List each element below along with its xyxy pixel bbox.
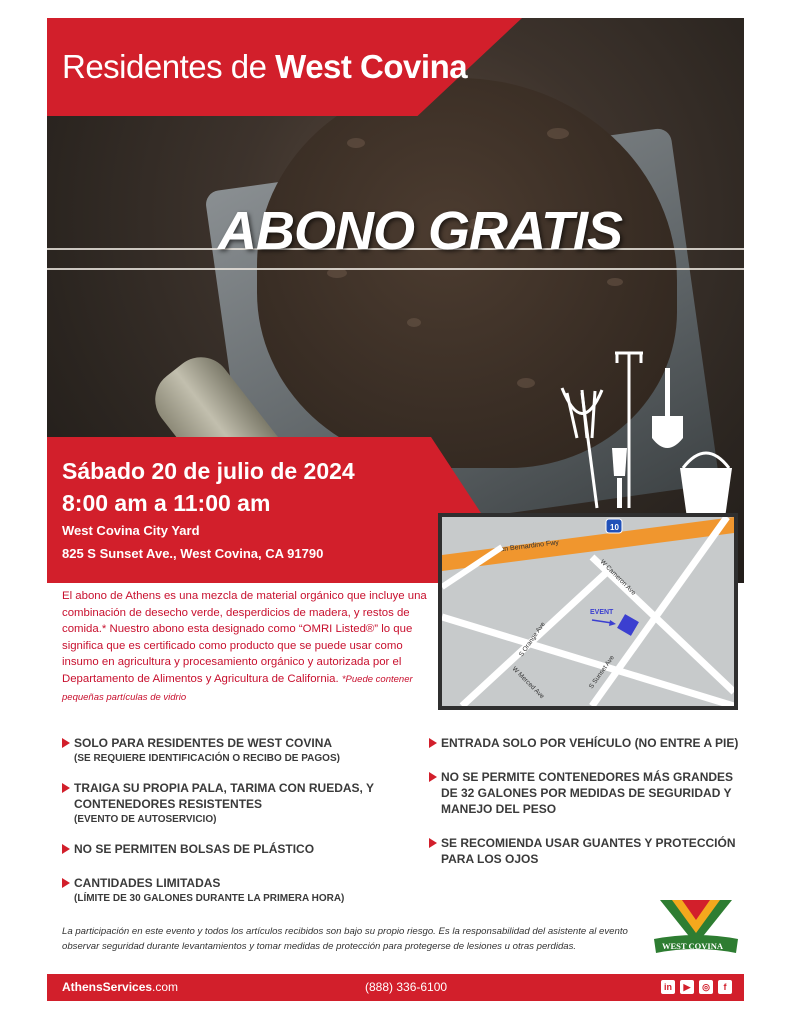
disclaimer: La participación en este evento y todos los artículos recibidos son bajo su propio riesgo. Es la responsabilidad del asistente al evento observar seguridad durante levantamientos y tomar medidas de protección para protegerse de lesiones u otras perdidas. <box>62 926 628 952</box>
interstate-shield: 10 <box>610 523 619 532</box>
website-link[interactable]: AthensServices.com <box>62 980 179 994</box>
list-item: NO SE PERMITE CONTENEDORES MÁS GRANDES DE 32 GALONES POR MEDIDAS DE SEGURIDAD Y MANEJO DEL PESO <box>429 769 739 817</box>
event-label: EVENT <box>590 609 614 616</box>
description-note: *Puede contener pequeñas partículas de vidrio <box>62 673 413 703</box>
description-text: El abono de Athens es una mezcla de material orgánico que incluye una combinación de desecho verde, desperdicios de madera, y restos de comida.* Nuestro abono esta designado como “OMRI Listed®” lo que significa que es certificado como producto que se puede usar como insumo en agricultura y procesamiento orgánico y autorizada por el Departamento de Alimentos y Agricultura de California. <box>62 590 427 685</box>
right-bullet-list <box>429 735 739 881</box>
event-time: 8:00 am a 11:00 am <box>62 490 271 516</box>
event-venue: West Covina City Yard <box>62 523 200 538</box>
title-prefix: Residentes de <box>62 48 276 85</box>
left-bullet-list <box>62 735 402 920</box>
instagram-icon[interactable]: ◎ <box>699 980 713 994</box>
bucket-icon <box>680 453 732 518</box>
logo-text: WEST COVINA <box>662 941 724 951</box>
event-date: Sábado 20 de julio de 2024 <box>62 458 355 484</box>
street-cameron: W Cameron Ave <box>598 558 637 597</box>
freeway-label: San Bernardino Fwy <box>495 539 560 554</box>
headline: ABONO GRATIS <box>218 201 622 261</box>
street-merced: W Merced Ave <box>510 665 546 701</box>
description <box>62 588 432 706</box>
list-item: TRAIGA SU PROPIA PALA, TARIMA CON RUEDAS, Y CONTENEDORES RESISTENTES (EVENTO DE AUTOSERVICIO) <box>62 780 402 827</box>
linkedin-icon[interactable]: in <box>661 980 675 994</box>
list-item: SOLO PARA RESIDENTES DE WEST COVINA (SE REQUIERE IDENTIFICACIÓN O RECIBO DE PAGOS) <box>62 735 402 766</box>
list-item: ENTRADA SOLO POR VEHÍCULO (NO ENTRE A PIE) <box>429 735 739 751</box>
youtube-icon[interactable]: ▶ <box>680 980 694 994</box>
event-address: 825 S Sunset Ave., West Covina, CA 91790 <box>62 546 324 561</box>
shovel-icon <box>652 368 683 448</box>
trowel-icon <box>612 448 627 508</box>
map-graphic <box>442 517 734 706</box>
list-item: SE RECOMIENDA USAR GUANTES Y PROTECCIÓN PARA LOS OJOS <box>429 835 739 867</box>
footer-bar <box>47 974 744 1001</box>
west-covina-logo <box>650 895 742 963</box>
facebook-icon[interactable]: f <box>718 980 732 994</box>
phone-number: (888) 336-6100 <box>365 980 448 994</box>
title-city: West Covina <box>275 48 468 85</box>
location-map <box>438 513 738 710</box>
event-marker <box>617 614 639 636</box>
list-item: NO SE PERMITEN BOLSAS DE PLÁSTICO <box>62 841 402 857</box>
street-sunset: S Sunset Ave <box>587 654 616 691</box>
street-orange: S Orange Ave <box>517 621 547 659</box>
list-item: CANTIDADES LIMITADAS (LÍMITE DE 30 GALONES DURANTE LA PRIMERA HORA) <box>62 875 402 906</box>
page-title <box>62 48 467 86</box>
rake-icon <box>562 388 602 508</box>
